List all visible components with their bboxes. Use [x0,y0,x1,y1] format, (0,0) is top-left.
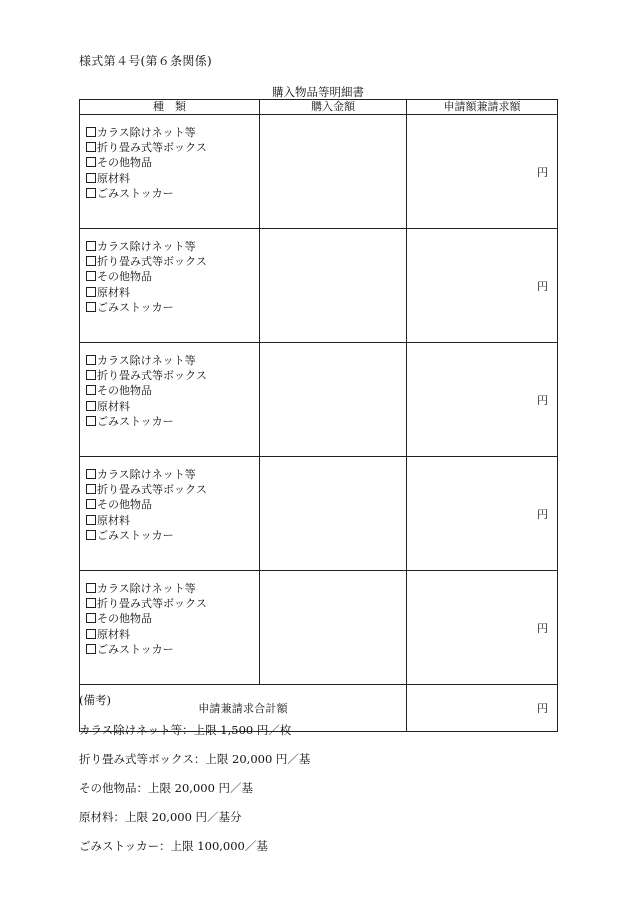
purchase-detail-table [79,99,558,732]
checkbox[interactable] [86,515,96,525]
kind-option-label: その他物品 [97,384,152,398]
claim-amount-cell[interactable]: 円 [407,457,558,571]
purchase-amount-cell[interactable] [260,571,407,685]
kind-option [86,513,259,528]
checkbox[interactable] [86,401,96,411]
note-line: カラス除けネット等：上限 1,500 円／枚 [79,723,292,737]
claim-amount-cell[interactable]: 円 [407,229,558,343]
kinds-cell [80,229,260,343]
kind-option-label: カラス除けネット等 [97,468,196,481]
kind-option-label: その他物品 [97,612,152,626]
purchase-amount-cell[interactable] [260,457,407,571]
kinds-cell [80,343,260,457]
column-header-kinds: 種 類 [80,100,260,115]
kind-option [86,528,259,543]
kind-option-label: カラス除けネット等 [97,126,196,139]
kind-option [86,497,259,512]
checkbox[interactable] [86,499,96,509]
purchase-amount-cell[interactable] [260,115,407,229]
kind-option [86,239,259,254]
kind-option [86,186,259,201]
checkbox[interactable] [86,157,96,167]
note-line: ごみストッカー：上限 100,000／基 [79,839,268,853]
notes-heading: (備考) [79,693,111,707]
kind-option-label: その他物品 [97,270,152,284]
kind-option [86,300,259,315]
checkbox[interactable] [86,302,96,312]
table-row [80,115,558,229]
note-line: その他物品：上限 20,000 円／基 [79,781,254,795]
notes-section [79,692,557,867]
checkbox[interactable] [86,256,96,266]
kind-option-label: 原材料 [97,627,130,641]
checkbox[interactable] [86,629,96,639]
kind-option [86,254,259,269]
checkbox[interactable] [86,241,96,251]
kind-option [86,155,259,170]
checkbox[interactable] [86,469,96,479]
checkbox[interactable] [86,370,96,380]
checkbox[interactable] [86,583,96,593]
checkbox[interactable] [86,385,96,395]
kind-option [86,125,259,140]
checkbox[interactable] [86,644,96,654]
kinds-cell [80,457,260,571]
kind-option [86,581,259,596]
column-header-claim-amount: 申請額兼請求額 [407,100,558,115]
kind-option-label: 折り畳み式等ボックス [97,483,207,497]
kind-option [86,171,259,186]
kind-option-label: 原材料 [97,399,130,413]
checkbox[interactable] [86,287,96,297]
kind-option-label: ごみストッカー [97,414,174,428]
checkbox[interactable] [86,355,96,365]
kind-option-label: ごみストッカー [97,642,174,656]
document-title: 購入物品等明細書 [272,85,364,99]
kind-option [86,596,259,611]
form-number: 様式第４号(第６条関係) [79,54,212,68]
kind-option-label: 原材料 [97,171,130,185]
checkbox[interactable] [86,127,96,137]
claim-amount-cell[interactable]: 円 [407,115,558,229]
checkbox[interactable] [86,188,96,198]
kinds-cell [80,571,260,685]
note-line: 折り畳み式等ボックス：上限 20,000 円／基 [79,752,311,766]
checkbox[interactable] [86,416,96,426]
checkbox[interactable] [86,530,96,540]
kind-option [86,482,259,497]
kind-option-label: 折り畳み式等ボックス [97,369,207,383]
kind-option [86,368,259,383]
checkbox[interactable] [86,484,96,494]
kind-option [86,140,259,155]
total-amount-cell[interactable]: 円 [407,685,558,732]
claim-amount-cell[interactable]: 円 [407,343,558,457]
kind-option-label: ごみストッカー [97,300,174,314]
kind-option [86,285,259,300]
column-header-purchase-amount: 購入金額 [260,100,407,115]
kind-option-label: 折り畳み式等ボックス [97,597,207,611]
kind-option-label: その他物品 [97,498,152,512]
purchase-amount-cell[interactable] [260,229,407,343]
kinds-cell [80,115,260,229]
kind-option-label: その他物品 [97,156,152,170]
kind-option-label: カラス除けネット等 [97,240,196,253]
checkbox[interactable] [86,598,96,608]
kind-option [86,467,259,482]
checkbox[interactable] [86,173,96,183]
kind-option [86,353,259,368]
kind-option-label: ごみストッカー [97,528,174,542]
claim-amount-cell[interactable]: 円 [407,571,558,685]
kind-option [86,269,259,284]
kind-option [86,383,259,398]
kind-option-label: ごみストッカー [97,186,174,200]
table-row [80,229,558,343]
kind-option-label: 原材料 [97,285,130,299]
table-row [80,343,558,457]
purchase-amount-cell[interactable] [260,343,407,457]
kind-option-label: 折り畳み式等ボックス [97,255,207,269]
total-label: 申請兼請求合計額 [80,685,407,732]
table-header-row [80,100,558,115]
kind-option-label: 折り畳み式等ボックス [97,141,207,155]
kind-option [86,399,259,414]
kind-option [86,627,259,642]
table-row [80,571,558,685]
kind-option [86,642,259,657]
checkbox[interactable] [86,142,96,152]
table-row [80,457,558,571]
checkbox[interactable] [86,613,96,623]
kind-option-label: カラス除けネット等 [97,582,196,595]
kind-option [86,414,259,429]
note-line: 原材料：上限 20,000 円／基分 [79,810,242,824]
kind-option-label: 原材料 [97,513,130,527]
kind-option-label: カラス除けネット等 [97,354,196,367]
checkbox[interactable] [86,271,96,281]
kind-option [86,611,259,626]
